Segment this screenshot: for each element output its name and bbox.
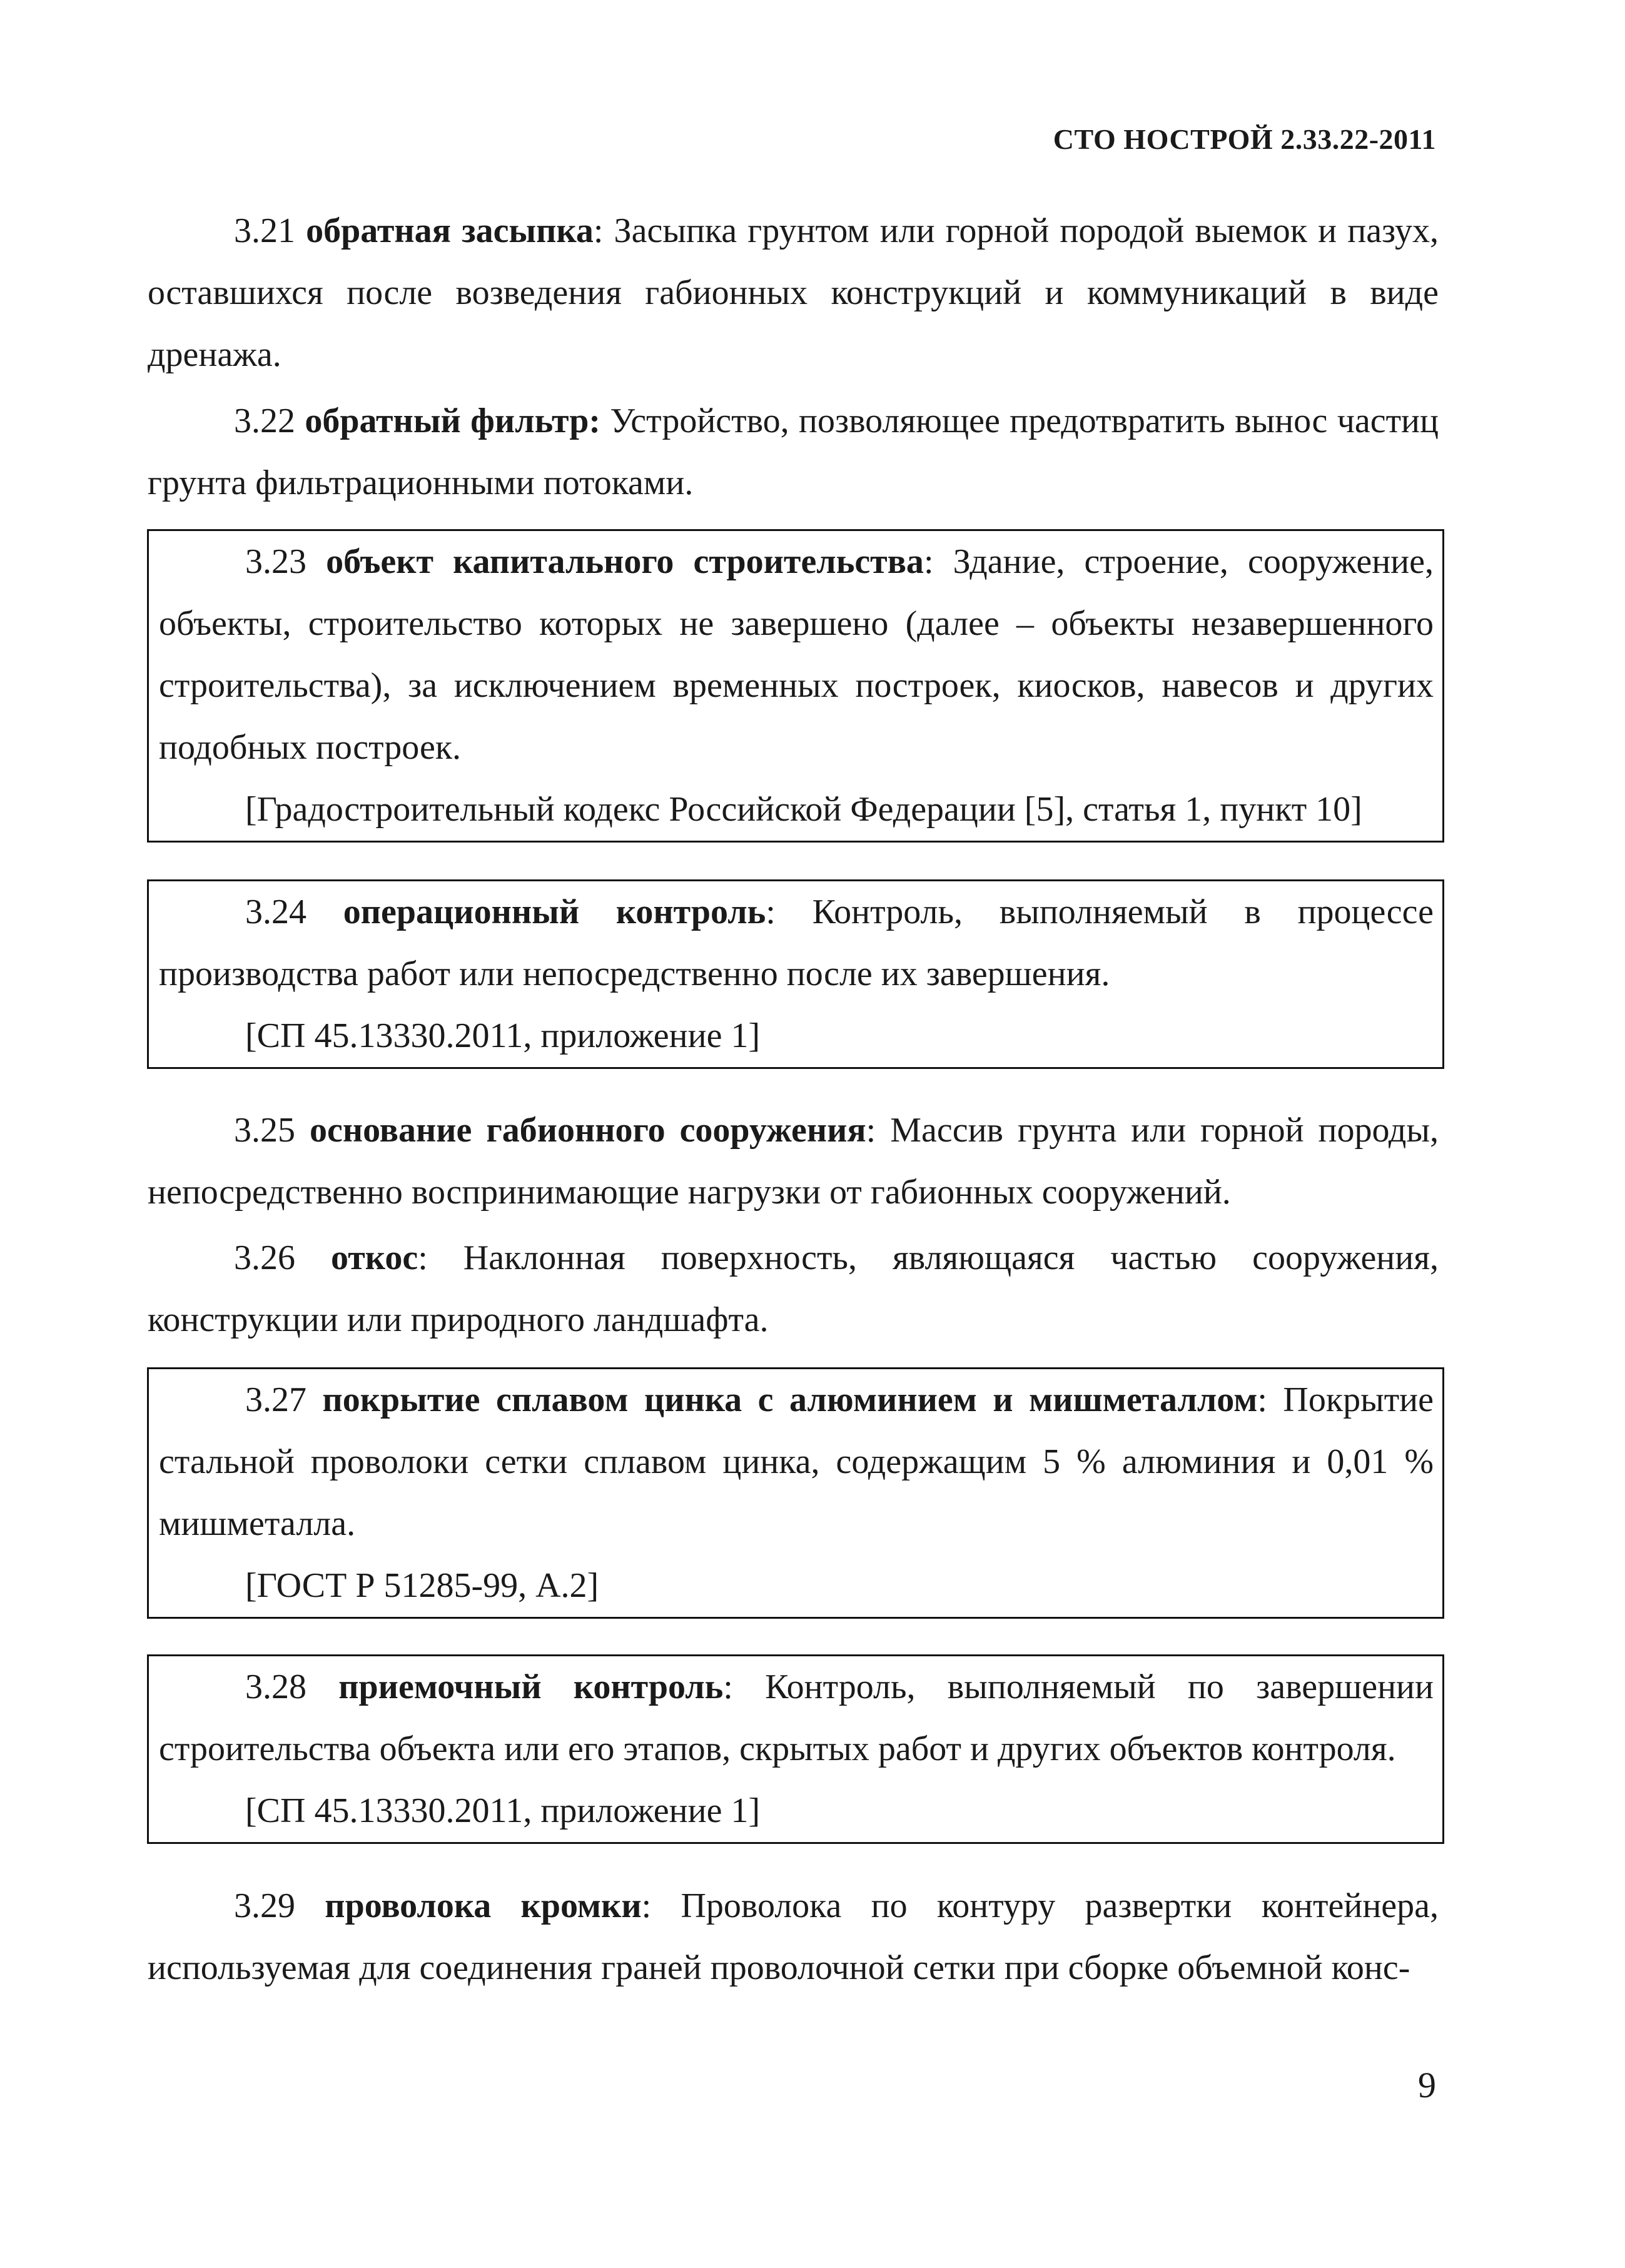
definition-text: Контроль, выполняемый по завершении строительства объекта или его этапов, скрытых работ и других объектов контроля. [159,1668,1434,1768]
entry-number: 3.26 [234,1238,295,1277]
definition-text: Засыпка грунтом или горной породой выемок и пазух, оставшихся после возведения габионных конструкций и коммуникаций в виде дренажа. [148,211,1439,374]
definition-3-21: 3.21 обратная засыпка: Засыпка грунтом или горной породой выемок и пазух, оставшихся после возведения габионных конструкций и коммуникаций в виде дренажа. [148,211,1439,374]
entry-number: 3.25 [234,1111,295,1150]
definition-3-26: 3.26 откос: Наклонная поверхность, являющаяся частью сооружения, конструкции или природного ландшафта. [148,1238,1439,1339]
term: обратная засыпка [306,211,594,250]
source-reference: [СП 45.13330.2011, приложение 1] [245,1016,761,1055]
term: покрытие сплавом цинка с алюминием и мишметаллом [322,1380,1258,1419]
definition-3-24: 3.24 операционный контроль: Контроль, выполняемый в процессе производства работ или непосредственно после их завершения. [159,893,1434,993]
definition-box-3-23 [147,529,1444,843]
definition-text: Устройство, позволяющее предотвратить вынос частиц грунта фильтрационными потоками. [148,402,1439,502]
definition-box-3-24 [147,879,1444,1069]
entry-number: 3.23 [245,542,306,581]
definition-3-27: 3.27 покрытие сплавом цинка с алюминием и мишметаллом: Покрытие стальной проволоки сетки сплавом цинка, содержащим 5 % алюминия и 0,01 % мишметалла. [159,1380,1434,1543]
entry-number: 3.21 [234,211,295,250]
term: операционный контроль [343,893,766,931]
entry-number: 3.27 [245,1380,306,1419]
entry-number: 3.24 [245,893,306,931]
source-reference: [Градостроительный кодекс Российской Федерации [5], статья 1, пункт 10] [245,790,1362,829]
definition-3-28: 3.28 приемочный контроль: Контроль, выполняемый по завершении строительства объекта или его этапов, скрытых работ и других объектов контроля. [159,1668,1434,1768]
term: основание габионного сооружения [309,1111,866,1150]
definition-text: Контроль, выполняемый в процессе производства работ или непосредственно после их завершения. [159,893,1434,993]
entry-number: 3.28 [245,1668,306,1706]
document-code-header: СТО НОСТРОЙ 2.33.22-2011 [1053,123,1436,155]
term: обратный фильтр: [305,402,601,440]
definition-text: Массив грунта или горной породы, непосредственно воспринимающие нагрузки от габионных сооружений. [148,1111,1439,1212]
definition-3-25: 3.25 основание габионного сооружения: Массив грунта или горной породы, непосредственно воспринимающие нагрузки от габионных сооружений. [148,1111,1439,1212]
definition-text: Наклонная поверхность, являющаяся частью сооружения, конструкции или природного ландшафта. [148,1238,1439,1339]
term: приемочный контроль [338,1668,724,1706]
definition-3-22 [148,390,1439,514]
page-number: 9 [1418,2065,1436,2105]
definition-box-3-28 [147,1654,1444,1844]
definition-text: Проволока по контуру развертки контейнера, используемая для соединения граней проволочной сетки при сборке объемной конс- [148,1886,1439,1987]
term: объект капитального строительства [326,542,924,581]
source-reference: [ГОСТ Р 51285-99, А.2] [245,1566,599,1605]
definition-3-23: 3.23 объект капитального строительства: Здание, строение, сооружение, объекты, строительство которых не завершено (далее – объекты незавершенного строительства), за исключением временных построек, киосков, навесов и других подобных построек. [159,542,1434,767]
source-reference: [СП 45.13330.2011, приложение 1] [245,1791,761,1830]
entry-number: 3.22 [234,402,295,440]
entry-number: 3.29 [234,1886,295,1925]
term: проволока кромки [325,1886,642,1925]
definition-text: Покрытие стальной проволоки сетки сплавом цинка, содержащим 5 % алюминия и 0,01 % мишметалла. [159,1380,1434,1543]
term: откос [331,1238,418,1277]
definition-box-3-27 [147,1367,1444,1619]
definition-text: Здание, строение, сооружение, объекты, строительство которых не завершено (далее – объекты незавершенного строительства), за исключением временных построек, киосков, навесов и других подобных построек. [159,542,1434,767]
definition-3-29: 3.29 проволока кромки: Проволока по контуру развертки контейнера, используемая для соединения граней проволочной сетки при сборке объемной конс- [148,1886,1439,1987]
